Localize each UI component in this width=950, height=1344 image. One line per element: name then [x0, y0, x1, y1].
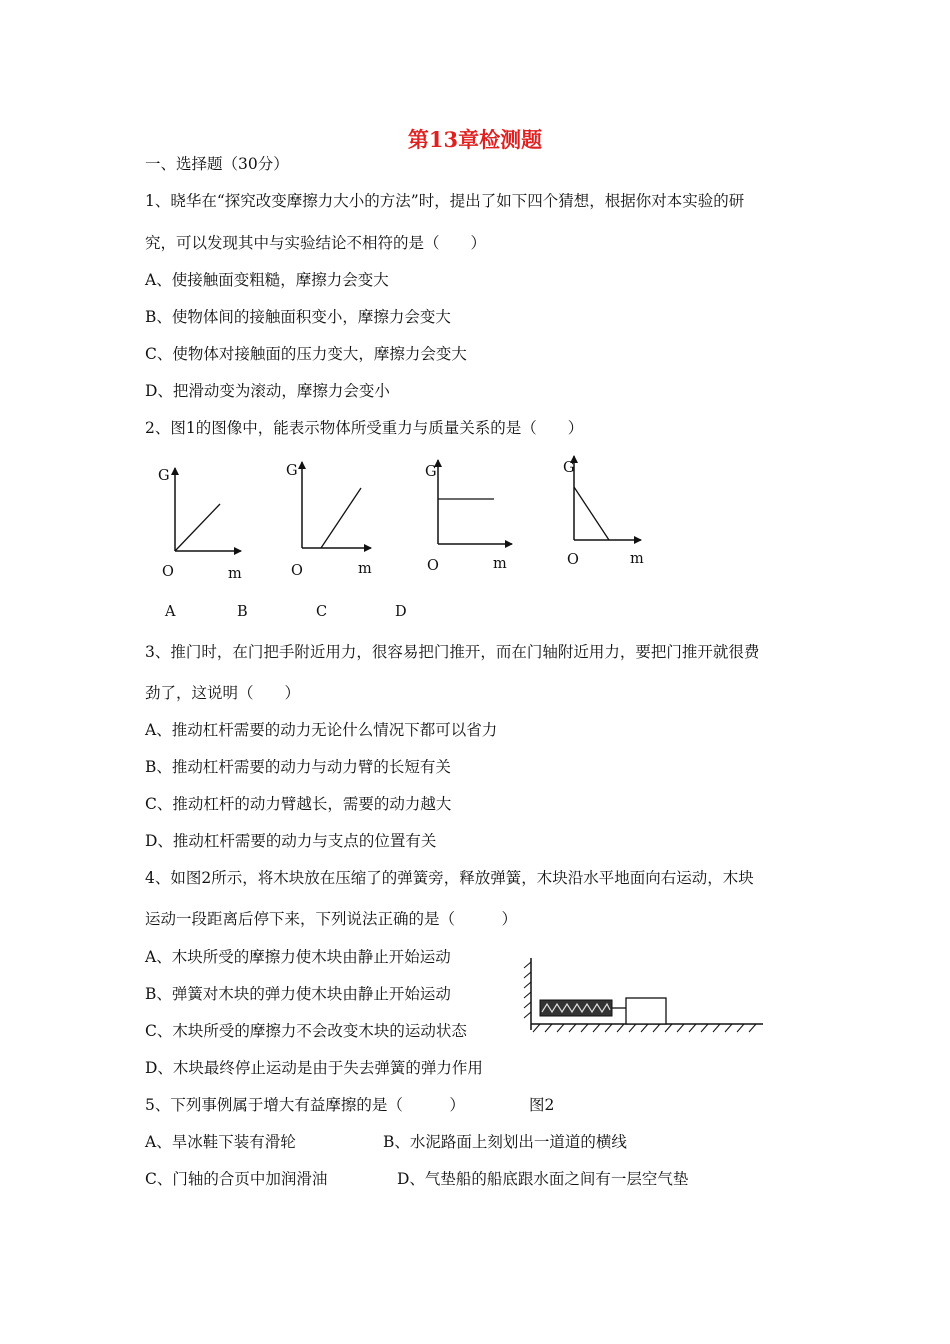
q1-option-a: A、使接触面变粗糙，摩擦力会变大: [145, 271, 389, 289]
graph-d: [563, 456, 644, 568]
q2-graphs-figure: [0, 440, 950, 640]
q3-option-b: B、推动杠杆需要的动力与动力臂的长短有关: [145, 758, 451, 776]
graph-b-origin: O: [291, 563, 303, 579]
q1-option-d: D、把滑动变为滚动，摩擦力会变小: [145, 382, 390, 400]
graph-label-d: D: [395, 604, 407, 620]
graph-d-origin: O: [567, 552, 579, 568]
graph-label-b: B: [237, 604, 248, 620]
q3-option-c: C、推动杠杆的动力臂越长，需要的动力越大: [145, 795, 452, 813]
graph-b: [286, 462, 372, 579]
q1-stem-line1: 1、晓华在“探究改变摩擦力大小的方法”时，提出了如下四个猜想，根据你对本实验的研: [145, 192, 745, 210]
q5-option-a: A、旱冰鞋下装有滑轮: [145, 1133, 296, 1151]
graph-c-axis-y: G: [425, 464, 437, 480]
graph-a-axis-x: m: [228, 566, 242, 582]
graph-a-origin: O: [162, 564, 174, 580]
q3-option-a: A、推动杠杆需要的动力无论什么情况下都可以省力: [145, 721, 498, 739]
graph-b-axis-y: G: [286, 463, 298, 479]
q5-stem: 5、下列事例属于增大有益摩擦的是（ ）: [145, 1096, 465, 1114]
q5-option-c: C、门轴的合页中加润滑油: [145, 1170, 328, 1188]
section-heading: 一、选择题（30分）: [145, 155, 289, 173]
spring-block-figure: [510, 950, 775, 1050]
q4-option-d: D、木块最终停止运动是由于失去弹簧的弹力作用: [145, 1059, 483, 1077]
graph-c: [425, 460, 512, 574]
q4-stem-line1: 4、如图2所示，将木块放在压缩了的弹簧旁，释放弹簧，木块沿水平地面向右运动，木块: [145, 869, 754, 887]
q1-option-b: B、使物体间的接触面积变小，摩擦力会变大: [145, 308, 451, 326]
q3-stem-line1: 3、推门时，在门把手附近用力，很容易把门推开，而在门轴附近用力，要把门推开就很费: [145, 643, 760, 661]
q2-stem: 2、图1的图像中，能表示物体所受重力与质量关系的是（ ）: [145, 419, 584, 437]
q5-option-b: B、水泥路面上刻划出一道道的横线: [383, 1133, 627, 1151]
page-title: 第13章检测题: [407, 127, 543, 152]
graph-c-origin: O: [427, 558, 439, 574]
q3-option-d: D、推动杠杆需要的动力与支点的位置有关: [145, 832, 437, 850]
q4-option-a: A、木块所受的摩擦力使木块由静止开始运动: [145, 948, 451, 966]
q4-option-b: B、弹簧对木块的弹力使木块由静止开始运动: [145, 985, 451, 1003]
q3-stem-line2: 劲了，这说明（ ）: [145, 684, 301, 702]
graph-a-axis-y: G: [158, 468, 170, 484]
graph-a: [158, 468, 242, 582]
q4-stem-line2: 运动一段距离后停下来，下列说法正确的是（ ）: [145, 910, 518, 928]
q5-option-d: D、气垫船的船底跟水面之间有一层空气垫: [397, 1170, 689, 1188]
graph-label-c: C: [316, 604, 328, 620]
q1-option-c: C、使物体对接触面的压力变大，摩擦力会变大: [145, 345, 467, 363]
graph-d-axis-y: G: [563, 460, 575, 476]
graph-d-axis-x: m: [630, 551, 644, 567]
graph-b-axis-x: m: [358, 561, 372, 577]
graph-c-axis-x: m: [493, 556, 507, 572]
graph-label-a: A: [165, 604, 176, 620]
figure2-caption: 图2: [529, 1096, 555, 1114]
q1-stem-line2: 究，可以发现其中与实验结论不相符的是（ ）: [145, 234, 487, 252]
q4-option-c: C、木块所受的摩擦力不会改变木块的运动状态: [145, 1022, 467, 1040]
